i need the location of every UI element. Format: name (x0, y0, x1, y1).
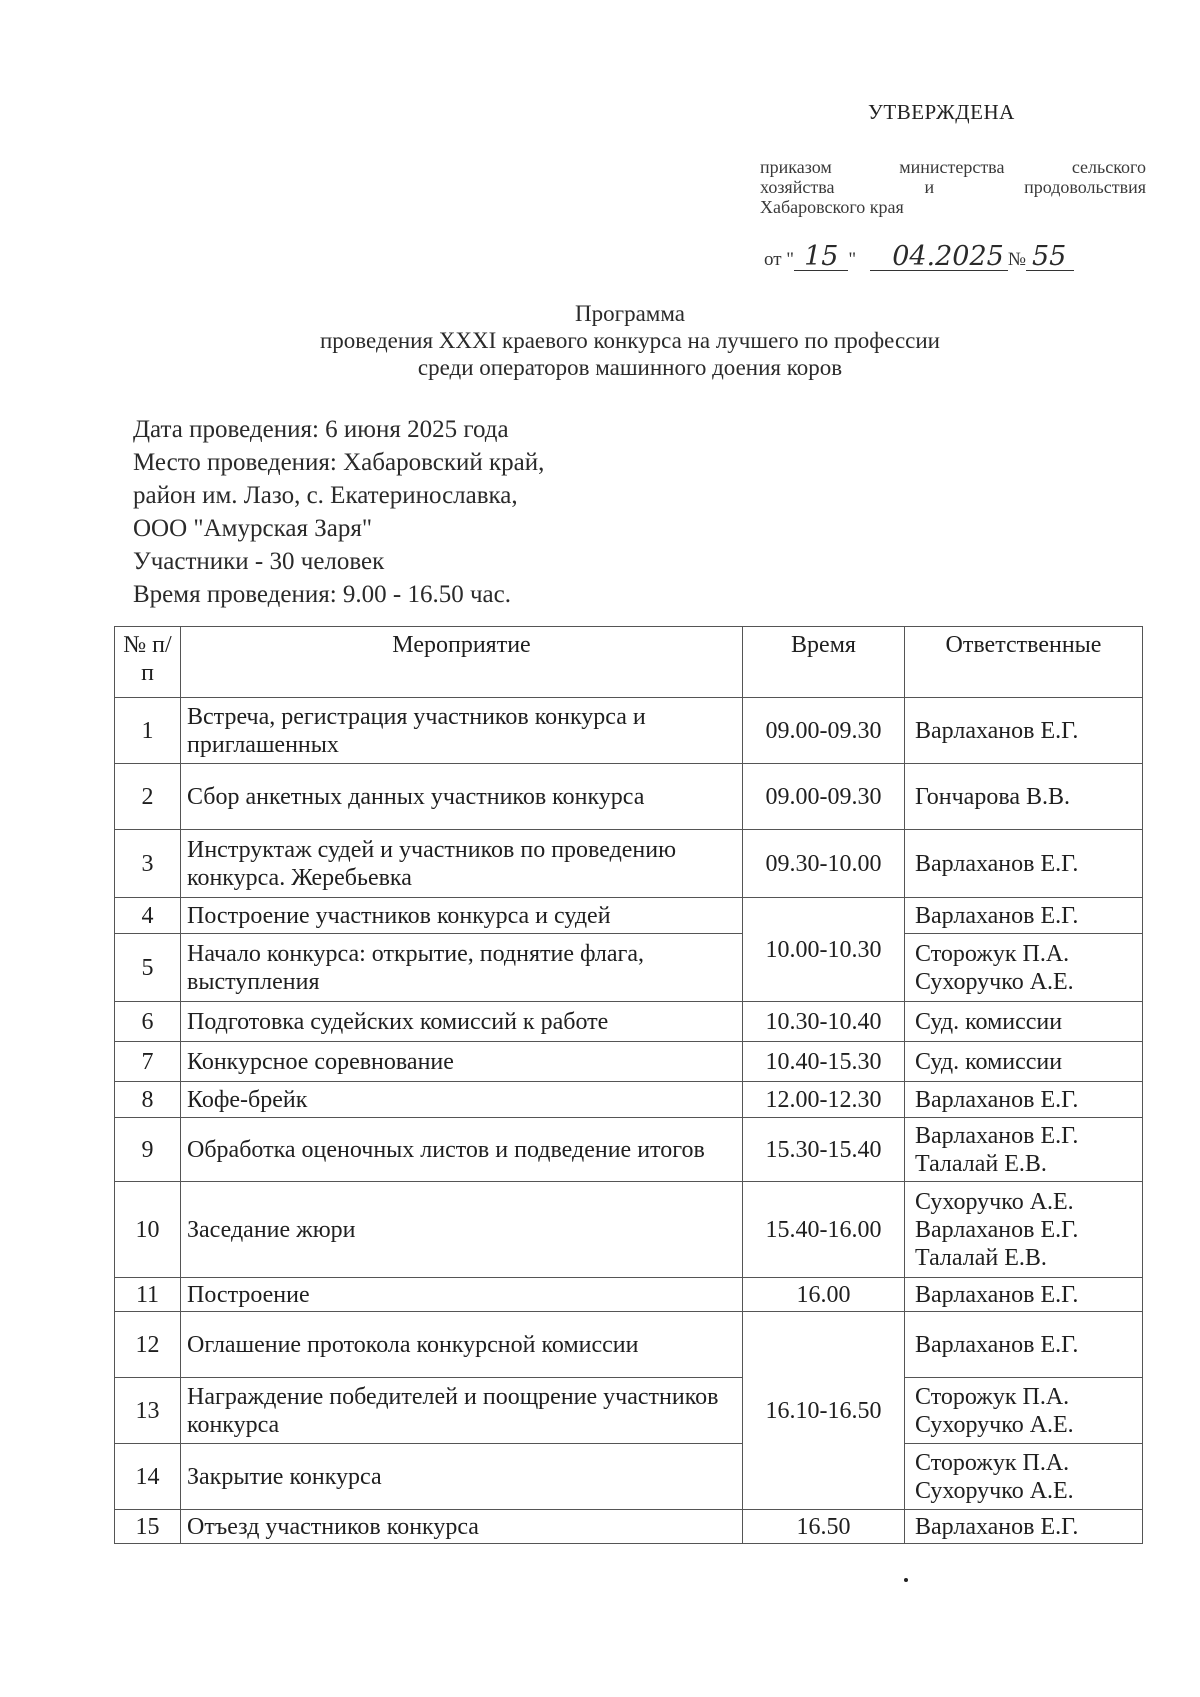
table-row (115, 1444, 1143, 1510)
row-resp (905, 1278, 1143, 1312)
resp-name: Варлаханов Е.Г. (915, 1216, 1079, 1243)
table-row (115, 764, 1143, 830)
row-num: 6 (115, 1002, 181, 1042)
row-num: 4 (115, 898, 181, 934)
row-resp (905, 1510, 1143, 1544)
row-num: 1 (115, 698, 181, 764)
row-num: 5 (115, 934, 181, 1002)
table-row (115, 934, 1143, 1002)
resp-name: Варлаханов Е.Г. (915, 1122, 1079, 1149)
resp-name: Талалай Е.В. (915, 1244, 1047, 1271)
table-row (115, 1182, 1143, 1278)
table-row (115, 1082, 1143, 1118)
resp-name: Варлаханов Е.Г. (915, 1513, 1079, 1540)
program-table (114, 626, 1143, 1544)
event-info (133, 413, 544, 611)
document-title (0, 300, 1200, 381)
row-num: 12 (115, 1312, 181, 1378)
resp-name: Варлаханов Е.Г. (915, 850, 1079, 877)
row-event: Инструктаж судей и участников по проведению конкурса. Жеребьевка (181, 830, 743, 898)
row-event: Заседание жюри (181, 1182, 743, 1278)
resp-name: Суд. комиссии (915, 1048, 1063, 1075)
order-reference (760, 157, 1146, 217)
table-row (115, 698, 1143, 764)
row-num: 2 (115, 764, 181, 830)
row-resp (905, 1118, 1143, 1182)
row-time: 12.00-12.30 (743, 1082, 905, 1118)
resp-name: Варлаханов Е.Г. (915, 902, 1079, 929)
row-event: Закрытие конкурса (181, 1444, 743, 1510)
order-line-1: приказом министерства сельского (760, 157, 1146, 177)
row-time: 09.00-09.30 (743, 698, 905, 764)
table-row (115, 1312, 1143, 1378)
row-num: 15 (115, 1510, 181, 1544)
resp-name: Варлаханов Е.Г. (915, 1281, 1079, 1308)
row-num: 9 (115, 1118, 181, 1182)
row-time: 09.30-10.00 (743, 830, 905, 898)
row-num: 10 (115, 1182, 181, 1278)
row-time: 10.30-10.40 (743, 1002, 905, 1042)
row-event: Отъезд участников конкурса (181, 1510, 743, 1544)
row-event: Оглашение протокола конкурсной комиссии (181, 1312, 743, 1378)
header-resp: Ответственные (905, 627, 1143, 698)
header-num: № п/п (115, 627, 181, 698)
table-row (115, 830, 1143, 898)
info-company: ООО "Амурская Заря" (133, 515, 373, 542)
row-time: 15.40-16.00 (743, 1182, 905, 1278)
row-event: Построение (181, 1278, 743, 1312)
row-time: 15.30-15.40 (743, 1118, 905, 1182)
resp-name: Сторожук П.А. (915, 1449, 1070, 1476)
row-num: 11 (115, 1278, 181, 1312)
resp-name: Сухоручко А.Е. (915, 1411, 1074, 1438)
row-event: Построение участников конкурса и судей (181, 898, 743, 934)
row-num: 14 (115, 1444, 181, 1510)
title-line-1: Программа (575, 301, 685, 326)
approval-stamp-title: УТВЕРЖДЕНА (868, 100, 1015, 124)
row-resp (905, 830, 1143, 898)
row-resp (905, 1444, 1143, 1510)
resp-name: Сухоручко А.Е. (915, 1477, 1074, 1504)
table-row (115, 1378, 1143, 1444)
order-line-2: хозяйства и продовольствия (760, 177, 1146, 197)
order-number-label: № (1007, 249, 1026, 270)
row-event: Кофе-брейк (181, 1082, 743, 1118)
resp-name: Сухоручко А.Е. (915, 1188, 1074, 1215)
title-line-3: среди операторов машинного доения коров (417, 355, 843, 380)
row-resp (905, 1082, 1143, 1118)
row-event: Встреча, регистрация участников конкурса и приглашенных (181, 698, 743, 764)
row-time: 10.00-10.30 (743, 898, 905, 1002)
row-event: Награждение победителей и поощрение участников конкурса (181, 1378, 743, 1444)
row-resp (905, 698, 1143, 764)
resp-name: Варлаханов Е.Г. (915, 1331, 1079, 1358)
row-time: 16.50 (743, 1510, 905, 1544)
row-event: Подготовка судейских комиссий к работе (181, 1002, 743, 1042)
order-line-3: Хабаровского края (760, 197, 904, 217)
info-date: Дата проведения: 6 июня 2025 года (133, 416, 509, 443)
row-num: 7 (115, 1042, 181, 1082)
row-resp (905, 1378, 1143, 1444)
header-event: Мероприятие (181, 627, 743, 698)
order-quote: " (848, 249, 857, 270)
resp-name: Суд. комиссии (915, 1008, 1063, 1035)
row-event: Сбор анкетных данных участников конкурса (181, 764, 743, 830)
info-participants: Участники - 30 человек (133, 548, 385, 575)
header-time: Время (743, 627, 905, 698)
row-resp (905, 1312, 1143, 1378)
row-time: 10.40-15.30 (743, 1042, 905, 1082)
resp-name: Варлаханов Е.Г. (915, 717, 1079, 744)
table-row (115, 898, 1143, 934)
resp-name: Гончарова В.В. (915, 783, 1071, 810)
resp-name: Варлаханов Е.Г. (915, 1086, 1079, 1113)
row-num: 3 (115, 830, 181, 898)
row-time: 09.00-09.30 (743, 764, 905, 830)
row-event: Начало конкурса: открытие, поднятие флага, выступления (181, 934, 743, 1002)
resp-name: Сторожук П.А. (915, 1383, 1070, 1410)
table-row (115, 1002, 1143, 1042)
row-resp (905, 764, 1143, 830)
scan-speck (904, 1578, 908, 1582)
info-district: район им. Лазо, с. Екатеринославка, (133, 482, 518, 509)
row-num: 13 (115, 1378, 181, 1444)
table-row (115, 1042, 1143, 1082)
row-resp (905, 1042, 1143, 1082)
order-number-handwritten: 55 (1026, 244, 1074, 271)
resp-name: Сторожук П.А. (915, 940, 1070, 967)
row-time: 16.00 (743, 1278, 905, 1312)
row-resp (905, 1182, 1143, 1278)
order-month-handwritten: 04.2025 (870, 244, 1008, 271)
row-resp (905, 1002, 1143, 1042)
title-line-2: проведения XXXI краевого конкурса на лучшего по профессии (320, 328, 940, 353)
row-event: Обработка оценочных листов и подведение итогов (181, 1118, 743, 1182)
table-row (115, 1278, 1143, 1312)
table-row (115, 1510, 1143, 1544)
row-event: Конкурсное соревнование (181, 1042, 743, 1082)
resp-name: Сухоручко А.Е. (915, 968, 1074, 995)
order-day-handwritten: 15 (794, 244, 848, 271)
table-row (115, 1118, 1143, 1182)
row-resp (905, 934, 1143, 1002)
order-prefix: от " (764, 249, 795, 270)
table-header-row (115, 627, 1143, 698)
row-time: 16.10-16.50 (743, 1312, 905, 1510)
info-time: Время проведения: 9.00 - 16.50 час. (133, 581, 512, 608)
info-place: Место проведения: Хабаровский край, (133, 449, 545, 476)
order-date-number (764, 241, 1074, 272)
resp-name: Талалай Е.В. (915, 1150, 1047, 1177)
row-resp (905, 898, 1143, 934)
row-num: 8 (115, 1082, 181, 1118)
